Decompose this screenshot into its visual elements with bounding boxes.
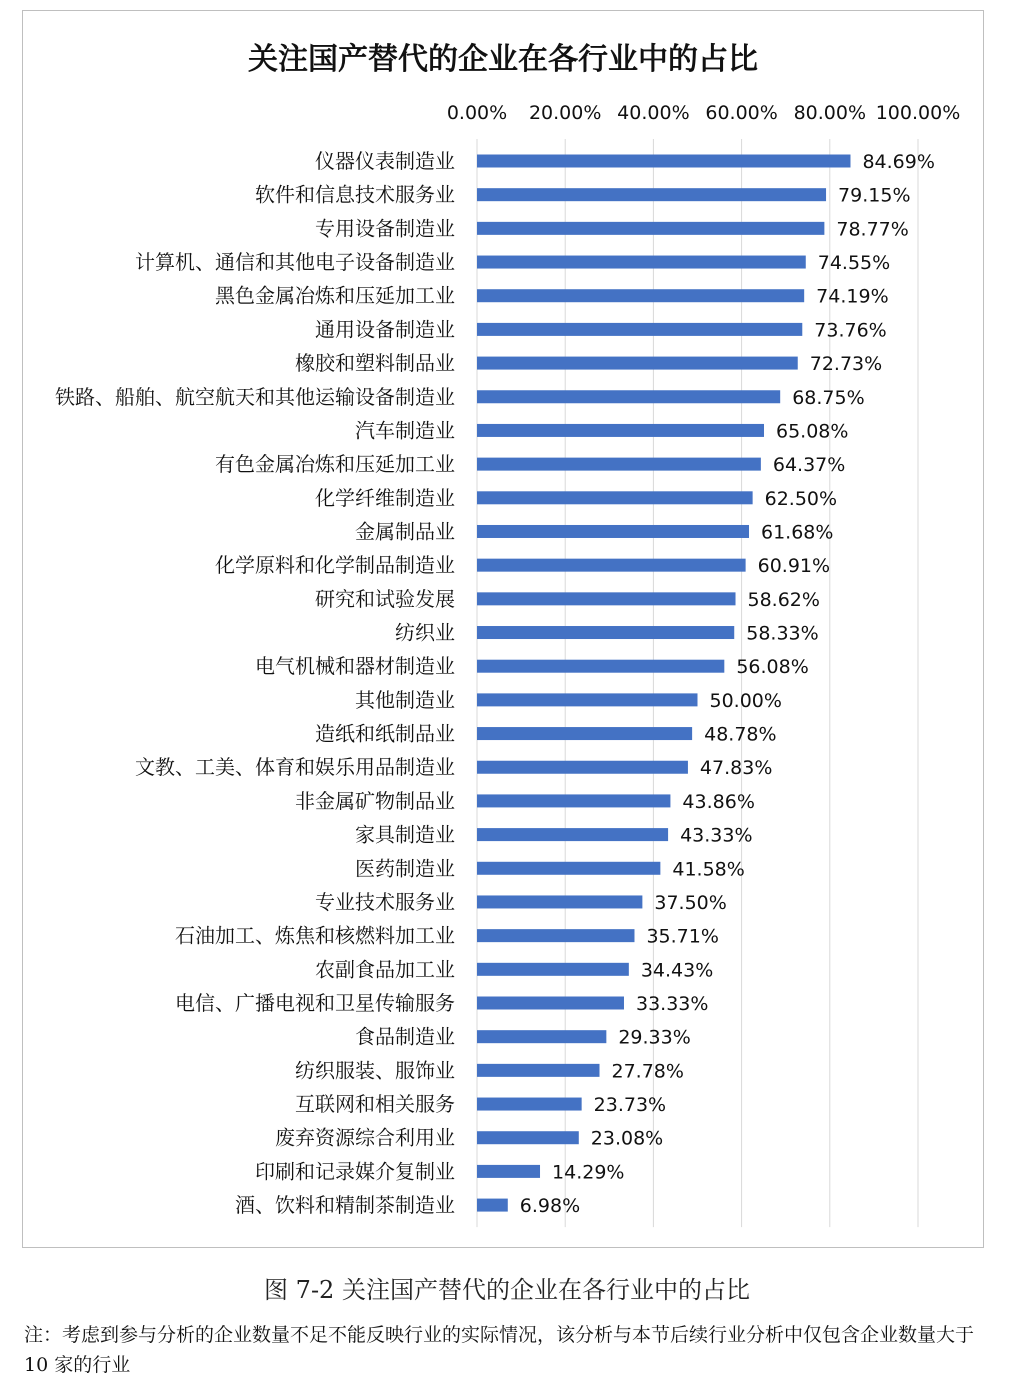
bars bbox=[477, 155, 850, 1212]
category-label: 金属制品业 bbox=[355, 519, 455, 544]
bar bbox=[477, 458, 761, 471]
category-label: 通用设备制造业 bbox=[315, 317, 455, 342]
value-labels bbox=[520, 151, 935, 1217]
bar bbox=[477, 256, 806, 269]
bar bbox=[477, 1131, 579, 1144]
x-tick-label: 60.00% bbox=[705, 102, 778, 124]
value-label: 48.78% bbox=[704, 723, 777, 746]
category-label: 橡胶和塑料制品业 bbox=[295, 351, 455, 376]
category-label: 电气机械和器材制造业 bbox=[255, 654, 455, 679]
value-label: 74.55% bbox=[817, 252, 891, 275]
value-label: 43.33% bbox=[680, 824, 753, 847]
category-label: 非金属矿物制品业 bbox=[295, 788, 455, 813]
category-label: 造纸和纸制品业 bbox=[315, 721, 455, 746]
category-label: 有色金属冶炼和压延加工业 bbox=[215, 452, 455, 477]
bar bbox=[477, 491, 753, 504]
category-label: 纺织服装、服饰业 bbox=[295, 1058, 455, 1083]
value-label: 47.83% bbox=[699, 757, 773, 780]
category-label: 互联网和相关服务 bbox=[295, 1092, 455, 1117]
x-tick-label: 40.00% bbox=[617, 102, 690, 124]
category-label: 计算机、通信和其他电子设备制造业 bbox=[135, 250, 455, 275]
value-label: 79.15% bbox=[838, 184, 911, 207]
value-label: 65.08% bbox=[776, 420, 849, 443]
category-label: 印刷和记录媒介复制业 bbox=[255, 1159, 455, 1184]
bar bbox=[477, 660, 724, 673]
bar bbox=[477, 727, 692, 740]
value-label: 34.43% bbox=[640, 959, 714, 982]
value-label: 58.62% bbox=[747, 588, 820, 611]
bar bbox=[477, 155, 850, 168]
bar bbox=[477, 626, 734, 639]
category-label: 电信、广播电视和卫星传输服务 bbox=[175, 991, 455, 1015]
category-label: 仪器仪表制造业 bbox=[315, 149, 455, 173]
category-label: 文教、工美、体育和娱乐用品制造业 bbox=[135, 755, 455, 780]
category-labels bbox=[55, 149, 455, 1217]
category-label: 石油加工、炼焦和核燃料加工业 bbox=[175, 923, 455, 948]
value-label: 23.08% bbox=[590, 1127, 664, 1150]
category-label: 专用设备制造业 bbox=[315, 216, 455, 241]
figure-note: 注：考虑到参与分析的企业数量不足不能反映行业的实际情况，该分析与本节后续行业分析中仅包含企业数量大于 10 家的行业 bbox=[24, 1324, 975, 1376]
category-label: 食品制造业 bbox=[355, 1024, 455, 1049]
value-label: 64.37% bbox=[772, 454, 846, 477]
value-label: 6.98% bbox=[519, 1195, 581, 1218]
value-label: 58.33% bbox=[746, 622, 819, 645]
bar bbox=[477, 525, 749, 538]
value-label: 62.50% bbox=[764, 487, 838, 510]
category-label: 黑色金属冶炼和压延加工业 bbox=[215, 283, 455, 308]
bar bbox=[477, 1199, 508, 1212]
x-axis-ticks bbox=[447, 102, 960, 124]
value-label: 14.29% bbox=[552, 1161, 625, 1184]
bar bbox=[477, 1098, 582, 1111]
value-label: 43.86% bbox=[682, 790, 755, 813]
category-label: 化学纤维制造业 bbox=[315, 485, 455, 510]
bar bbox=[477, 188, 826, 201]
x-tick-label: 100.00% bbox=[875, 102, 961, 124]
value-label: 56.08% bbox=[736, 656, 809, 679]
value-label: 29.33% bbox=[618, 1026, 691, 1049]
category-label: 酒、饮料和精制茶制造业 bbox=[235, 1193, 455, 1218]
bar bbox=[477, 390, 780, 403]
chart-frame bbox=[22, 10, 984, 1248]
value-label: 33.33% bbox=[635, 993, 709, 1015]
bar bbox=[477, 1165, 540, 1178]
value-label: 37.50% bbox=[654, 891, 727, 914]
value-label: 61.68% bbox=[761, 521, 834, 544]
category-label: 专业技术服务业 bbox=[315, 889, 455, 914]
figure-caption: 图 7-2 关注国产替代的企业在各行业中的占比 bbox=[264, 1276, 750, 1304]
bar bbox=[477, 862, 660, 875]
bar bbox=[477, 997, 624, 1010]
bar bbox=[477, 693, 698, 706]
category-label: 汽车制造业 bbox=[355, 418, 455, 443]
x-tick-label: 0.00% bbox=[446, 102, 508, 124]
bar bbox=[477, 895, 642, 908]
bar bbox=[477, 592, 736, 605]
bar bbox=[477, 357, 798, 370]
category-label: 研究和试验发展 bbox=[315, 586, 455, 611]
bar bbox=[477, 323, 802, 336]
chart-title: 关注国产替代的企业在各行业中的占比 bbox=[248, 42, 758, 77]
value-label: 72.73% bbox=[809, 353, 883, 376]
category-label: 废弃资源综合利用业 bbox=[275, 1125, 455, 1150]
bar bbox=[477, 289, 804, 302]
category-label: 铁路、船舶、航空航天和其他运输设备制造业 bbox=[55, 384, 455, 409]
x-tick-label: 20.00% bbox=[528, 102, 602, 124]
bar bbox=[477, 1030, 606, 1043]
category-label: 其他制造业 bbox=[355, 687, 455, 712]
category-label: 医药制造业 bbox=[355, 856, 455, 881]
value-label: 35.71% bbox=[646, 925, 719, 948]
bar bbox=[477, 794, 670, 807]
bar bbox=[477, 929, 634, 942]
category-label: 家具制造业 bbox=[355, 822, 455, 847]
value-label: 23.73% bbox=[593, 1094, 667, 1117]
value-label: 60.91% bbox=[757, 555, 831, 578]
value-label: 27.78% bbox=[611, 1060, 684, 1083]
value-label: 84.69% bbox=[862, 151, 935, 173]
category-label: 农副食品加工业 bbox=[315, 957, 455, 982]
bar bbox=[477, 963, 629, 976]
value-label: 41.58% bbox=[672, 858, 745, 881]
bar-chart bbox=[23, 11, 983, 1247]
value-label: 73.76% bbox=[814, 319, 887, 342]
bar bbox=[477, 1064, 600, 1077]
bar bbox=[477, 559, 746, 572]
value-label: 50.00% bbox=[709, 689, 782, 712]
bar bbox=[477, 761, 688, 774]
value-label: 68.75% bbox=[792, 386, 865, 409]
bar bbox=[477, 424, 764, 437]
category-label: 化学原料和化学制品制造业 bbox=[215, 553, 455, 578]
bar bbox=[477, 222, 824, 235]
category-label: 软件和信息技术服务业 bbox=[255, 182, 455, 207]
value-label: 74.19% bbox=[816, 285, 889, 308]
category-label: 纺织业 bbox=[395, 620, 455, 645]
x-tick-label: 80.00% bbox=[793, 102, 867, 124]
value-label: 78.77% bbox=[836, 218, 909, 241]
bar bbox=[477, 828, 668, 841]
